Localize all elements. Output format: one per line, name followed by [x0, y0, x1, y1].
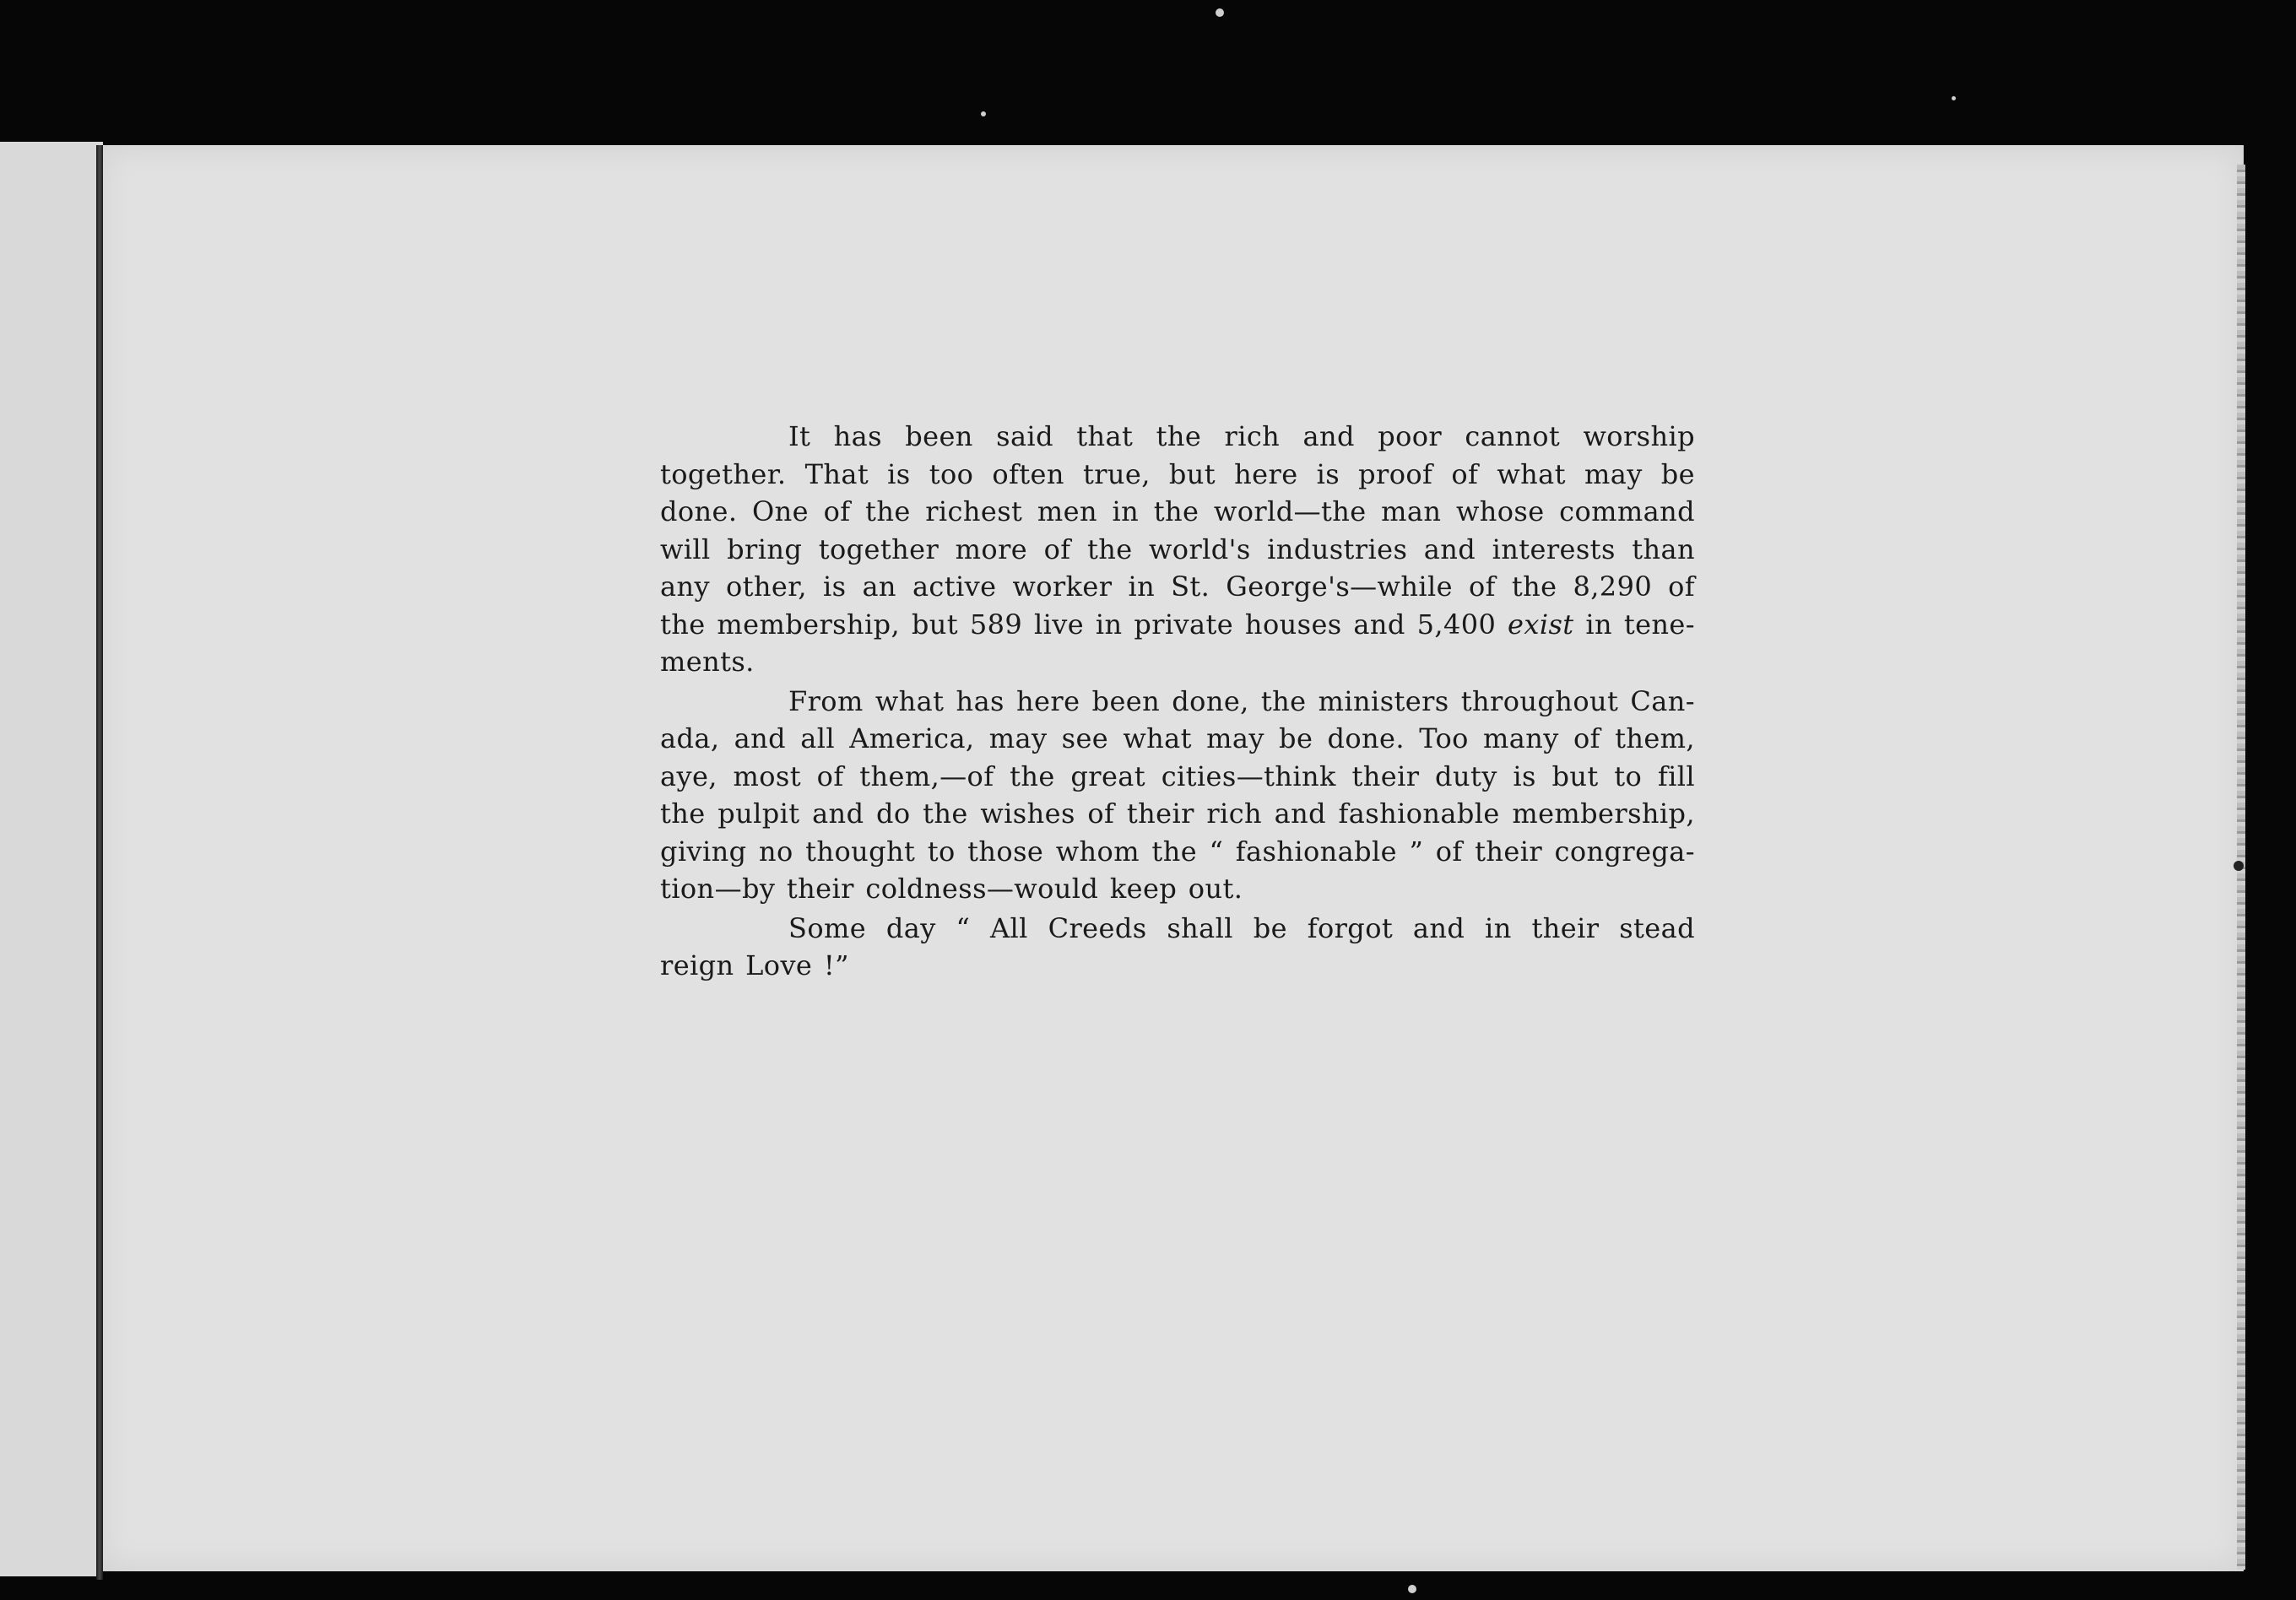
paragraph-3: [660, 910, 1695, 985]
text-line: the pulpit and do the wishes of their rich and fashionable membership,: [660, 797, 1695, 830]
dust-speck: [1216, 8, 1224, 17]
paragraph-1: [660, 418, 1695, 681]
text-fragment: the membership, but 589 live in private houses and 5,400: [660, 608, 1508, 641]
body-text: [660, 418, 1695, 985]
text-line: tion—by their coldness—would keep out.: [660, 873, 1243, 905]
text-line: ada, and all America, may see what may be done. Too many of them,: [660, 722, 1695, 754]
text-line: It has been said that the rich and poor cannot worship: [788, 420, 1695, 452]
paragraph-2: [660, 683, 1695, 908]
dust-speck: [1952, 96, 1956, 100]
dust-speck: [981, 111, 986, 116]
italic-word: exist: [1508, 608, 1574, 641]
text-line: Some day “ All Creeds shall be forgot and in their stead: [788, 911, 1695, 944]
page-gutter: [96, 145, 103, 1580]
text-line: From what has here been done, the ministers throughout Can-: [788, 684, 1695, 717]
left-page-edge: [0, 142, 103, 1576]
text-line: ments.: [660, 646, 755, 678]
text-line: together. That is too often true, but here is proof of what may be: [660, 457, 1695, 490]
text-line: will bring together more of the world's industries and interests than: [660, 532, 1695, 565]
text-line: done. One of the richest men in the world—the man whose command: [660, 495, 1695, 527]
dust-speck: [1408, 1585, 1416, 1593]
text-fragment: in tene-: [1573, 608, 1695, 641]
text-line: any other, is an active worker in St. George's—while of the 8,290 of: [660, 570, 1695, 603]
text-line: reign Love !”: [660, 949, 849, 981]
text-line: [660, 606, 1695, 644]
text-line: giving no thought to those whom the “ fashionable ” of their congrega-: [660, 835, 1695, 868]
text-line: aye, most of them,—of the great cities—think their duty is but to fill: [660, 759, 1695, 792]
dust-speck: [2234, 861, 2244, 871]
